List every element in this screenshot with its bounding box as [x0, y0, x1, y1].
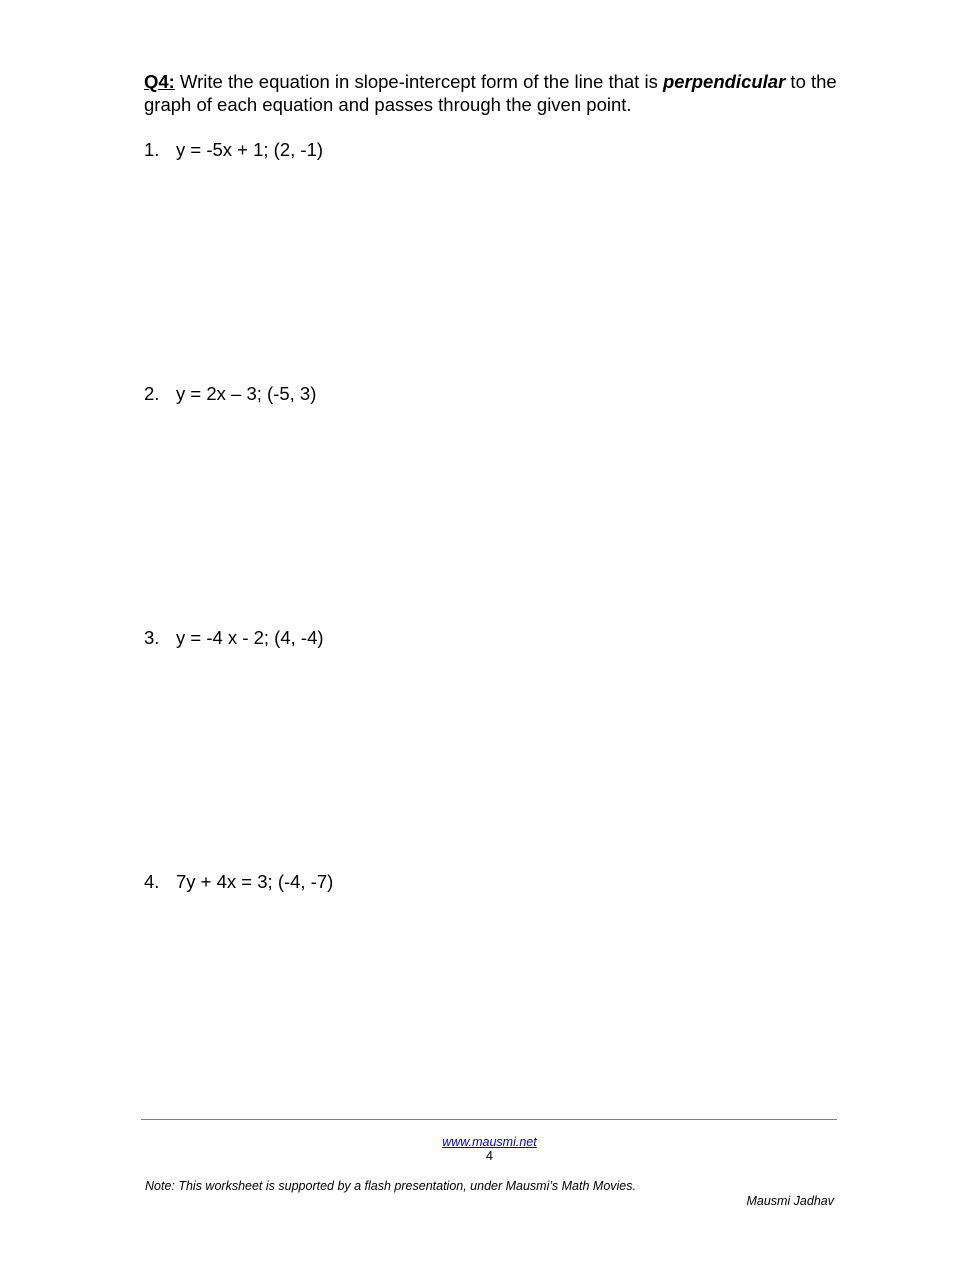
problem-equation: y = 2x – 3; (-5, 3) [176, 383, 317, 404]
question-text-before: Write the equation in slope-intercept form of the line that is [174, 71, 663, 92]
problem-equation: 7y + 4x = 3; (-4, -7) [176, 871, 334, 892]
problem-item [144, 871, 333, 893]
footer-note: Note: This worksheet is supported by a flash presentation, under Mausmi’s Math Movies. [145, 1179, 636, 1193]
footer-author: Mausmi Jadhav [746, 1194, 834, 1208]
problem-number: 1. [144, 139, 160, 160]
question-label: Q4: [144, 71, 175, 92]
footer-website-link[interactable]: www.mausmi.net [442, 1135, 537, 1149]
problem-equation: y = -5x + 1; (2, -1) [176, 139, 324, 160]
question-text-after: to the graph of each equation and passes through the given point. [144, 71, 837, 115]
question-emphasis: perpendicular [662, 71, 786, 92]
problem-number: 3. [144, 627, 160, 648]
problem-item [144, 383, 316, 405]
problem-number: 4. [144, 871, 160, 892]
problem-equation: y = -4 x - 2; (4, -4) [176, 627, 324, 648]
problem-item [144, 627, 324, 649]
page-number: 4 [486, 1149, 493, 1163]
problem-number: 2. [144, 383, 160, 404]
question-heading [144, 71, 844, 116]
problem-item [144, 139, 323, 161]
footer-divider [141, 1119, 837, 1120]
